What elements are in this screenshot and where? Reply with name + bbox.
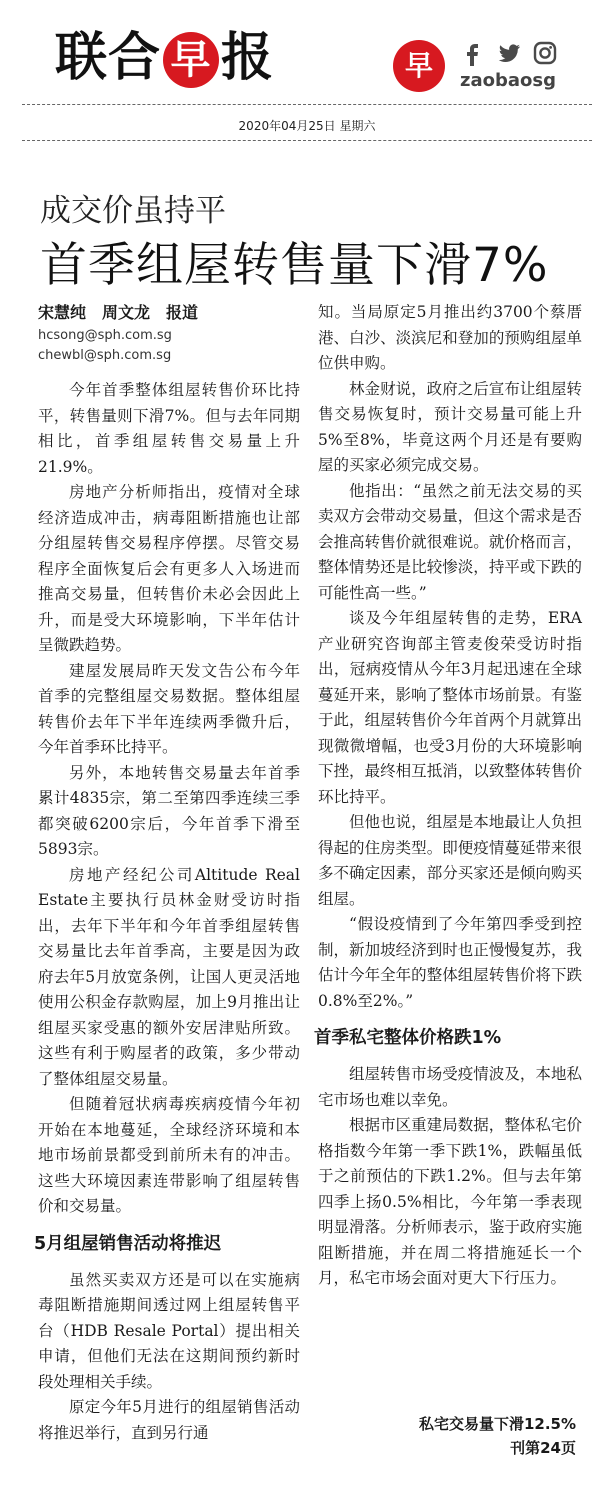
crossref-page: 刊第24页 xyxy=(510,1439,576,1457)
social-handle: zaobaosg xyxy=(460,70,556,91)
social-icons xyxy=(460,40,558,66)
masthead xyxy=(0,0,614,100)
article-paragraph: 林金财说，政府之后宣布让组屋转售交易恢复时，预计交易量可能上升5%至8%，毕竟这两个月还是有要购屋的买家必须完成交易。 xyxy=(318,379,582,474)
masthead-divider-top xyxy=(22,104,592,105)
twitter-icon[interactable] xyxy=(496,40,522,66)
newspaper-logo[interactable] xyxy=(55,28,274,88)
masthead-divider-bottom xyxy=(22,140,592,141)
article-paragraph: 房地产经纪公司Altitude Real Estate主要执行员林金财受访时指出，去年下半年和今年首季组屋转售交易量比去年首季高，主要是因为政府去年5月放宽条例，让国人更灵活地使用公积金存款购屋，加上9月推出让组屋买家受惠的额外安居津贴所致。这些有利于购屋者的政策，多少带动了整体组屋交易量。 xyxy=(38,865,300,1088)
issue-date: 2020年04月25日 星期六 xyxy=(238,119,376,133)
article-column-right xyxy=(314,300,582,1292)
logo-text-right: 报 xyxy=(221,27,275,88)
crossref-title: 私宅交易量下滑12.5% xyxy=(418,1415,576,1433)
article-paragraph: 另外，本地转售交易量去年首季累计4835宗，第二至第四季连续三季都突破6200宗后，今年首季下滑至5893宗。 xyxy=(38,763,300,858)
article-paragraph: 房地产分析师指出，疫情对全球经济造成冲击，病毒阻断措施也让部分组屋转售交易程序停摆。尽管交易程序全面恢复后会有更多人入场进而推高交易量，但转售价未必会因此上升，而是受大环境影响，下半年估计呈微跌趋势。 xyxy=(38,483,300,654)
article-paragraph: “假设疫情到了今年第四季受到控制，新加坡经济到时也正慢慢复苏，我估计今年全年的整体组屋转售价将下跌0.8%至2%。” xyxy=(318,915,582,1010)
logo-text-left: 联合 xyxy=(55,27,162,88)
section-subhead: 首季私宅整体价格跌1% xyxy=(314,1028,502,1048)
section-subhead: 5月组屋销售活动将推迟 xyxy=(34,1233,222,1254)
article-paragraph: 今年首季整体组屋转售价环比持平，转售量则下滑7%。但与去年同期相比，首季组屋转售交易量上升21.9%。 xyxy=(38,381,300,476)
article-column-left xyxy=(34,300,300,1446)
instagram-icon[interactable] xyxy=(532,40,558,66)
logo-stamp: 早 xyxy=(163,32,219,88)
article-paragraph: 虽然买卖双方还是可以在实施病毒阻断措施期间透过网上组屋转售平台（HDB Resale Portal）提出相关申请，但他们无法在这期间预约新时段处理相关手续。 xyxy=(38,1270,300,1391)
related-story-crossref[interactable] xyxy=(419,1412,576,1460)
zaobao-app-icon[interactable]: 早 xyxy=(393,40,445,92)
author-email[interactable]: hcsong@sph.com.sg xyxy=(38,328,172,343)
article-paragraph: 建屋发展局昨天发文告公布今年首季的完整组屋交易数据。整体组屋转售价去年下半年连续两季微升后，今年首季环比持平。 xyxy=(38,661,300,756)
article-paragraph: 原定今年5月进行的组屋销售活动将推迟举行，直到另行通 xyxy=(38,1398,300,1442)
facebook-icon[interactable] xyxy=(460,40,486,66)
article-paragraph: 他指出：“虽然之前无法交易的买卖双方会带动交易量，但这个需求是否会推高转售价就很难说。就价格而言，整体情势还是比较惨淡，持平或下跌的可能性高一些。” xyxy=(318,481,582,602)
author-email[interactable]: chewbl@sph.com.sg xyxy=(38,348,172,363)
headline-main: 首季组屋转售量下滑7% xyxy=(40,238,549,293)
article-paragraph: 但他也说，组屋是本地最让人负担得起的住房类型。即便疫情蔓延带来很多不确定因素，部分买家还是倾向购买组屋。 xyxy=(318,813,582,908)
byline-authors: 宋慧纯 周文龙 报道 xyxy=(38,303,199,322)
headline-kicker: 成交价虽持平 xyxy=(40,193,226,229)
article-paragraph: 根据市区重建局数据，整体私宅价格指数今年第一季下跌1%，跌幅虽低于之前预估的下跌1.2%。但与去年第四季上扬0.5%相比，今年第一季表现明显滑落。分析师表示，鉴于政府实施阻断措施，并在周二将措施延长一个月，私宅市场会面对更大下行压力。 xyxy=(318,1116,582,1287)
article-paragraph: 但随着冠状病毒疾病疫情今年初开始在本地蔓延，全球经济环境和本地市场前景都受到前所未有的冲击。这些大环境因素连带影响了组屋转售价和交易量。 xyxy=(38,1095,300,1215)
article-paragraph: 谈及今年组屋转售的走势，ERA产业研究咨询部主管麦俊荣受访时指出，冠病疫情从今年3月起迅速在全球蔓延开来，影响了整体市场前景。有鉴于此，组屋转售价今年首两个月就算出现微微增幅，也受3月份的大环境影响下挫，最终相互抵消，以致整体转售价环比持平。 xyxy=(318,609,582,806)
article-paragraph: 组屋转售市场受疫情波及，本地私宅市场也难以幸免。 xyxy=(318,1065,582,1109)
article-paragraph-continued: 知。当局原定5月推出约3700个蔡厝港、白沙、淡滨尼和登加的预购组屋单位供申购。 xyxy=(318,303,582,372)
